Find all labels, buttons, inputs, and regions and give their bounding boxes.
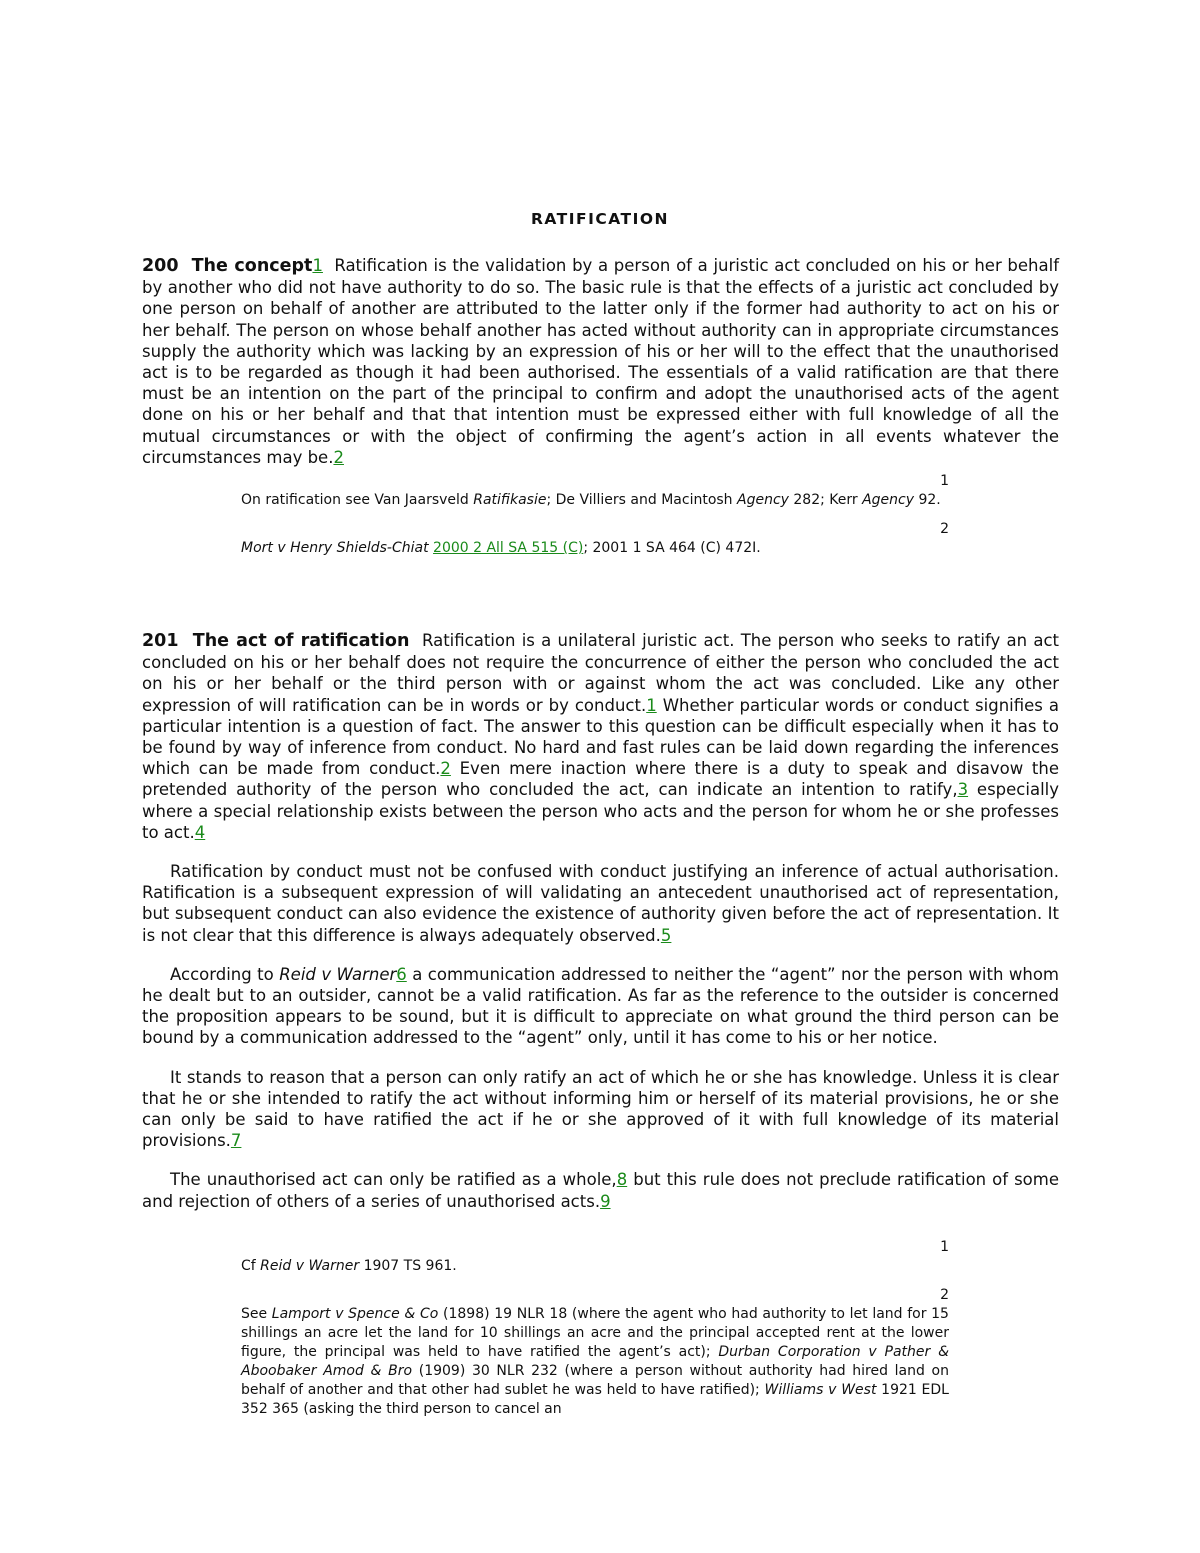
section-200 — [142, 255, 1059, 468]
footnotes-section-201 — [241, 1238, 949, 1419]
footnote-number: 2 — [940, 1287, 949, 1303]
footnote-ref-5[interactable]: 5 — [660, 925, 672, 945]
footnote-ref-2[interactable]: 2 — [333, 447, 344, 467]
footnote-text: See Lamport v Spence & Co (1898) 19 NLR 18 (where the agent who had authority to let land for 15 shillings an acre let the land for 10 shillings an acre and the principal accepted rent at the lower figure, the principal was held to have ratified the agent’s act); Durban Corporation v Pather & Aboobaker Amod & Bro (1909) 30 NLR 232 (where a person without authority had hired land on behalf of another and that other had sublet he was held to have ratified); Williams v West 1921 EDL 352 365 (asking the third person to cancel an — [241, 1306, 949, 1417]
section-201-paragraph-4: It stands to reason that a person can only ratify an act of which he or she has knowledge. Unless it is clear that he or she intended to ratify the act without informing him or herself of its material provisions, he or she can only be said to have ratified the act if he or she approved of it with full knowledge of its material provisions.7 — [142, 1067, 1059, 1151]
footnote-ref-6[interactable]: 6 — [396, 964, 407, 984]
section-201-heading: 201 The act of ratification — [142, 631, 410, 651]
footnote-number: 1 — [940, 473, 949, 489]
footnote-number: 2 — [940, 521, 949, 537]
footnote-text: On ratification see Van Jaarsveld Ratifikasie; De Villiers and Macintosh Agency 282; Kerr Agency 92. — [241, 492, 941, 508]
footnote-text: Cf Reid v Warner 1907 TS 961. — [241, 1258, 457, 1274]
citation-link[interactable]: 2000 2 All SA 515 (C) — [433, 540, 584, 556]
footnote-number: 1 — [940, 1239, 949, 1255]
footnote-ref-4[interactable]: 4 — [194, 822, 206, 842]
section-201-paragraph-1: 201 The act of ratification Ratification is a unilateral juristic act. The person who seeks to ratify an act concluded on his or her behalf does not require the concurrence of either the person who concluded the act on his or her behalf or the third person with or against whom the act was concluded. Like any other expression of will ratification can be in words or by conduct.1 Whether particular words or conduct signifies a particular intention is a question of fact. The answer to this question can be difficult especially when it has to be found by way of inference from conduct. No hard and fast rules can be laid down regarding the inferences which can be made from conduct.2 Even mere inaction where there is a duty to speak and disavow the pretended authority of the person who concluded the act, can indicate an intention to ratify,3 especially where a special relationship exists between the person who acts and the person for whom he or she professes to act.4 — [142, 631, 1060, 842]
footnotes-section-200 — [241, 472, 949, 558]
section-201-paragraph-3: According to Reid v Warner6 a communication addressed to neither the “agent” nor the person with whom he dealt but to an outsider, cannot be a valid ratification. As far as the reference to the outsider is concerned the proposition appears to be sound, but it is difficult to appreciate on what ground the third person can be bound by a communication addressed to the “agent” only, until it has come to his or her notice. — [142, 964, 1059, 1048]
footnote-ref-1[interactable]: 1 — [312, 256, 323, 275]
section-201-paragraph-5: The unauthorised act can only be ratified as a whole,8 but this rule does not preclude ratification of some and rejection of others of a series of unauthorised acts.9 — [142, 1170, 1060, 1211]
footnote-ref-3[interactable]: 3 — [957, 780, 969, 800]
document-title: RATIFICATION — [530, 210, 670, 228]
footnote-ref-9[interactable]: 9 — [600, 1191, 611, 1211]
footnote-ref-7[interactable]: 7 — [230, 1131, 242, 1151]
section-201 — [142, 630, 1059, 1212]
section-201-paragraph-2: Ratification by conduct must not be confused with conduct justifying an inference of actual authorisation. Ratification is a subsequent expression of will validating an antecedent unauthorised act of representation, but subsequent conduct can also evidence the existence of authority given before the act of representation. It is not clear that this difference is always adequately observed.5 — [142, 862, 1059, 945]
footnote-ref-8[interactable]: 8 — [616, 1170, 628, 1190]
section-200-heading: 200 The concept — [142, 256, 313, 276]
footnote-ref-1[interactable]: 1 — [646, 695, 657, 715]
footnote-ref-2[interactable]: 2 — [440, 759, 451, 779]
section-200-paragraph: 200 The concept1 Ratification is the validation by a person of a juristic act concluded on his or her behalf by another who did not have authority to do so. The basic rule is that the effects of a juristic act concluded by one person on behalf of another are attributed to the latter only if the former had authority to act on his or her behalf. The person on whose behalf another has acted without authority can in appropriate circumstances supply the authority which was lacking by an expression of his or her will to the effect that the unauthorised act is to be regarded as though it had been authorised. The essentials of a valid ratification are that there must be an intention on the part of the principal to confirm and adopt the unauthorised acts of the agent done on his or her behalf and that that intention must be expressed either with full knowledge of all the mutual circumstances or with the object of confirming the agent’s action in all events whatever the circumstances may be.2 — [142, 256, 1060, 467]
footnote-text: Mort v Henry Shields-Chiat 2000 2 All SA 515 (C); 2001 1 SA 464 (C) 472I. — [241, 540, 761, 556]
